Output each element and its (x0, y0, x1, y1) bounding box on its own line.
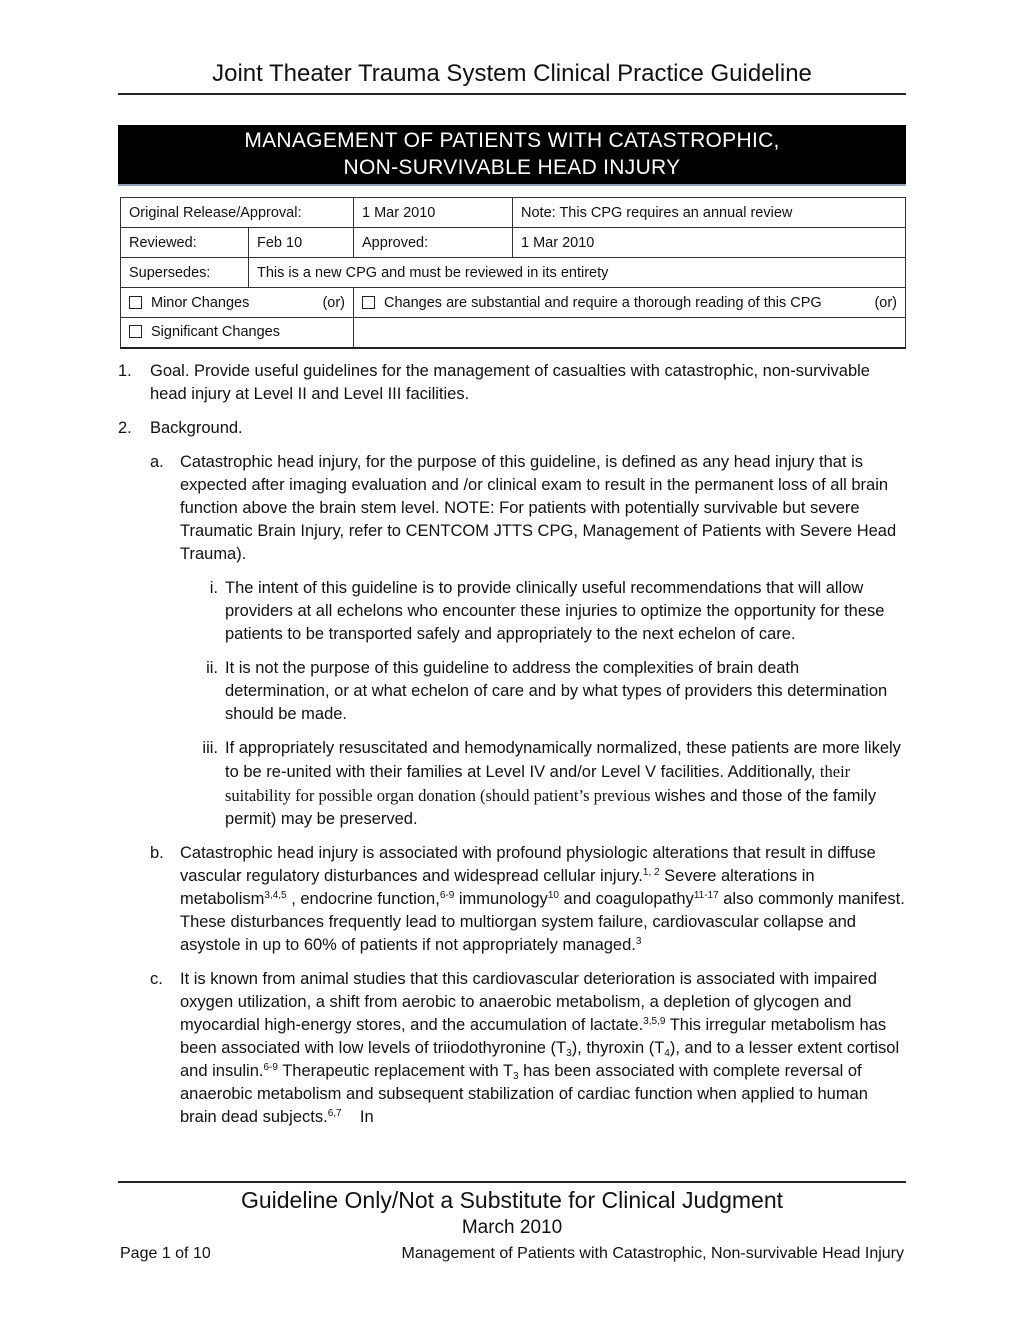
substantial-changes-cell (354, 288, 906, 318)
table-row (121, 258, 906, 288)
section-text: Goal. Provide useful guidelines for the management of casualties with catastrophic, non-survivable head injury at Level II and Level III facilities. (150, 362, 870, 403)
citation: 6,7 (327, 1108, 342, 1119)
original-release-label: Original Release/Approval: (121, 198, 354, 228)
banner-title-line-2: NON-SURVIVABLE HEAD INJURY (343, 156, 681, 179)
title-banner (118, 125, 906, 186)
approved-label: Approved: (354, 228, 513, 258)
approval-info-table (120, 197, 906, 349)
footer-date: March 2010 (461, 1217, 563, 1238)
significant-changes-label: Significant Changes (151, 324, 280, 341)
paragraph-text: wishes and those of the family permit) may be preserved. (225, 787, 877, 828)
paragraph-text: It is not the purpose of this guideline to address the complexities of brain death determination, or at what echelon of care and by what types of providers this determination should be made. (225, 659, 888, 723)
approved-value: 1 Mar 2010 (513, 228, 906, 258)
document-body (118, 360, 906, 1140)
paragraph-text: It is known from animal studies that this cardiovascular deterioration is associated with impaired oxygen utilization, a shift from aerobic to anaerobic metabolism, a depletion of glycogen and myocardial high-energy stores, and the accumulation of lactate. (180, 970, 877, 1034)
paragraph-text: ), thyroxin (T (571, 1039, 665, 1057)
footer-disclaimer: Guideline Only/Not a Substitute for Clinical Judgment (240, 1187, 784, 1213)
paragraph-text: If appropriately resuscitated and hemodynamically normalized, these patients are more likely to be re-united with their families at Level IV and/or Level V facilities. Additionally, (225, 739, 901, 781)
paragraph-text: Severe alterations in metabolism (180, 867, 815, 908)
section-goal (118, 360, 906, 406)
paragraph-numeral: i. (209, 579, 218, 597)
citation: 3,4,5 (264, 890, 287, 901)
section-number: 2. (118, 419, 132, 437)
document-header-title: Joint Theater Trauma System Clinical Practice Guideline (212, 60, 812, 87)
paragraph-b (118, 842, 906, 957)
table-row (121, 198, 906, 228)
subscript: 3 (513, 1071, 519, 1082)
paragraph-text: also commonly manifest. These disturbances frequently lead to multiorgan system failure, cardiovascular collapse and asystole in up to 60% of patients if not appropriately managed. (180, 890, 905, 954)
subscript: 3 (566, 1048, 572, 1059)
banner-title-line-1: MANAGEMENT OF PATIENTS WITH CATASTROPHIC, (244, 129, 780, 152)
citation: 3 (635, 936, 642, 947)
paragraph-a-iii (118, 737, 906, 831)
reviewed-value: Feb 10 (249, 228, 354, 258)
header-divider (118, 93, 906, 95)
paragraph-text-serif: their suitability for possible organ donation (should patient’s previous (225, 762, 851, 805)
minor-changes-label: Minor Changes (151, 294, 250, 311)
or-label: (or) (322, 294, 346, 311)
subscript: 4 (664, 1048, 670, 1059)
paragraph-letter: c. (150, 970, 163, 988)
minor-changes-cell (121, 288, 354, 318)
paragraph-letter: b. (150, 844, 164, 862)
paragraph-numeral: ii. (206, 659, 218, 677)
paragraph-text: and coagulopathy (558, 890, 694, 908)
citation: 10 (547, 890, 559, 901)
table-row (121, 228, 906, 258)
paragraph-text: Catastrophic head injury is associated with profound physiologic alterations that result in diffuse vascular regulatory disturbances and widespread cellular injury. (180, 844, 876, 885)
paragraph-letter: a. (150, 453, 164, 471)
paragraph-text: The intent of this guideline is to provide clinically useful recommendations that will allow providers at all echelons who encounter these injuries to optimize the opportunity for these patients to be transported safely and appropriately to the next echelon of care. (225, 579, 885, 643)
paragraph-text: has been associated with complete reversal of anaerobic metabolism and subsequent stabilization of cardiac function when applied to human brain dead subjects. (180, 1062, 868, 1126)
citation: 6-9 (439, 890, 455, 901)
footer-document-title: Management of Patients with Catastrophic, Non-survivable Head Injury (401, 1245, 904, 1262)
significant-changes-checkbox[interactable] (129, 325, 142, 338)
empty-cell (354, 318, 906, 348)
paragraph-numeral: iii. (202, 739, 218, 757)
substantial-changes-checkbox[interactable] (362, 296, 375, 309)
paragraph-text: This irregular metabolism has been associated with low levels of triiodothyronine (T (180, 1016, 887, 1057)
paragraph-text: , endocrine function, (286, 890, 440, 908)
table-row (121, 288, 906, 318)
original-release-value: 1 Mar 2010 (354, 198, 513, 228)
paragraph-a-i (118, 577, 906, 646)
paragraph-a-ii (118, 657, 906, 726)
section-background (118, 417, 906, 440)
citation: 1, 2 (642, 867, 660, 878)
paragraph-a (118, 451, 906, 566)
section-number: 1. (118, 362, 132, 380)
paragraph-text: immunology (454, 890, 548, 908)
page-number: Page 1 of 10 (120, 1245, 211, 1262)
minor-changes-checkbox[interactable] (129, 296, 142, 309)
citation: 11-17 (693, 890, 719, 901)
substantial-changes-label: Changes are substantial and require a thorough reading of this CPG (384, 294, 822, 311)
section-text: Background. (150, 419, 243, 437)
supersedes-value: This is a new CPG and must be reviewed in its entirety (249, 258, 906, 288)
paragraph-text: Catastrophic head injury, for the purpose of this guideline, is defined as any head injury that is expected after imaging evaluation and /or clinical exam to result in the permanent loss of all brain function above the brain stem level. NOTE: For patients with potentially survivable but severe Traumatic Brain Injury, refer to CENTCOM JTTS CPG, Management of Patients with Severe Head Trauma). (180, 453, 897, 563)
supersedes-label: Supersedes: (121, 258, 249, 288)
significant-changes-cell (121, 318, 354, 348)
paragraph-c (118, 968, 906, 1129)
paragraph-text: Therapeutic replacement with T (277, 1062, 514, 1080)
or-label: (or) (874, 294, 898, 311)
reviewed-label: Reviewed: (121, 228, 249, 258)
paragraph-text: ), and to a lesser extent cortisol and insulin. (180, 1039, 900, 1080)
citation: 3,5,9 (643, 1016, 666, 1027)
citation: 6-9 (263, 1062, 278, 1073)
annual-review-note: Note: This CPG requires an annual review (513, 198, 906, 228)
paragraph-text: In (341, 1108, 374, 1126)
table-row (121, 318, 906, 348)
footer-divider (118, 1181, 906, 1183)
